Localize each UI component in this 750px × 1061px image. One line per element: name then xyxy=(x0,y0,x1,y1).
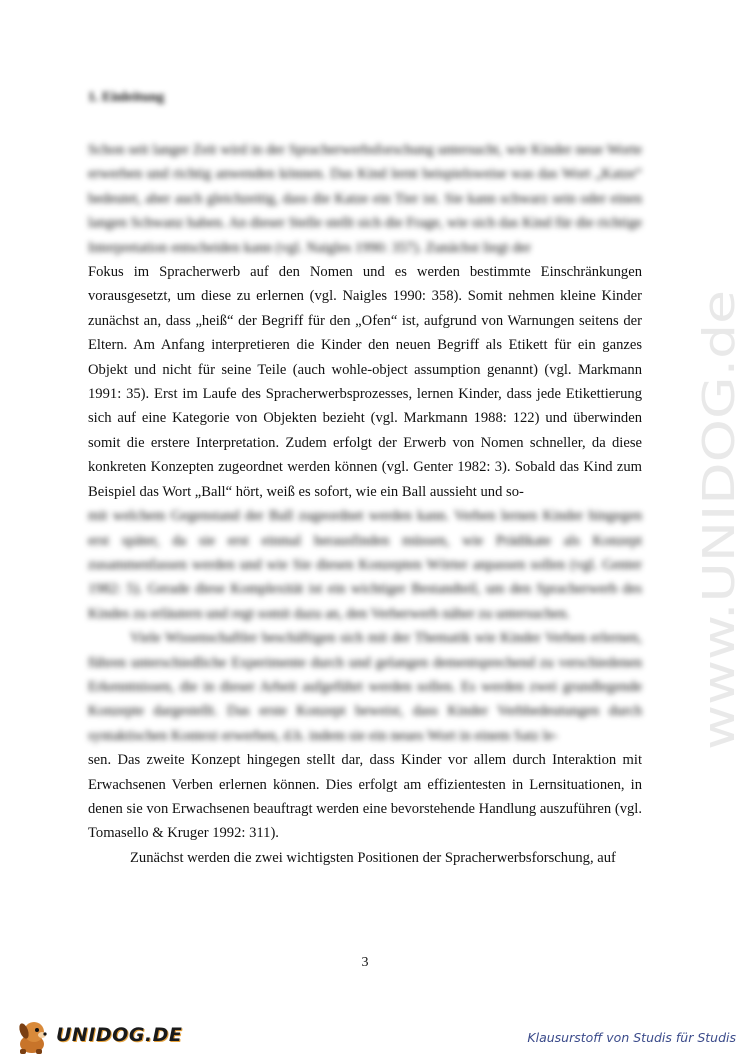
visible-paragraph-3: Zunächst werden die zwei wichtigsten Positionen der Spracherwerbsforschung, auf xyxy=(130,849,616,866)
footer-logo[interactable] xyxy=(10,1018,183,1056)
visible-paragraph-2: sen. Das zweite Konzept hingegen stellt dar, dass Kinder vor allem durch Interaktion mit Erwachsenen Verben erlernen können. Dies erfolgt am effizientesten in Lernsituationen, in denen sie von Erwachsenen beauftragt werden eine bevorstehende Handlung auszuführen (vgl. Tomasello & Kruger 1992: 311). xyxy=(88,752,642,842)
watermark xyxy=(694,280,746,760)
logo-text: UNIDOG.DE xyxy=(56,1024,183,1046)
page-number: 3 xyxy=(361,955,369,970)
footer-tagline: Klausurstoff von Studis für Studis xyxy=(527,1030,736,1045)
blurred-paragraph-mid: mit welchem Gegenstand der Ball zugeordnet werden kann. Verben lernen Kinder hingegen erst später, da sie erst einmal herausfinden müssen, wie Prädikate als Konzept zusammenfassen werden und wie Sie diesen Konzepten Wörter anpassen sollen (vgl. Genter 1982: 5). Gerade diese Komplexität ist ein wichtiger Bestandteil, um den Spracherwerb des Kindes zu erläutern und regt somit dazu an, den Verberwerb näher zu untersuchen. xyxy=(88,508,642,622)
blurred-paragraph-top: Schon seit langer Zeit wird in der Spracherwerbsforschung untersucht, wie Kinder neue Worte erwerben und richtig anwenden können. Das Kind lernt beispielsweise was das Wort „Katze“ bedeutet, aber auch gleichzeitig, dass die Katze ein Tier ist. Sie kann schwarz sein oder einen langen Schwanz haben. An dieser Stelle stellt sich die Frage, wie sich das Kind für die richtige Interpretation entscheiden kann (vgl. Naigles 1990: 357). Zunächst liegt der xyxy=(88,142,642,256)
blurred-paragraph-2: Viele Wissenschaftler beschäftigen sich mit der Thematik wie Kinder Verben erlernen, führen unterschiedliche Experimente durch und gelangen dementsprechend zu verschiedenen Erkenntnissen, die in dieser Arbeit aufgeführt werden sollen. Es werden zwei grundlegende Konzepte dargestellt. Das erste Konzept beweist, dass Kinder Verbbedeutungen durch syntaktischen Kontext erwerben, d.h. indem sie ein neues Wort in einem Satz le- xyxy=(88,630,642,744)
section-heading: 1. Einleitung xyxy=(88,90,165,105)
body-text xyxy=(88,138,642,870)
visible-paragraph-1: Fokus im Spracherwerb auf den Nomen und es werden bestimmte Einschränkungen vorausgesetzt, um diese zu erlernen (vgl. Naigles 1990: 358). Somit nehmen kleine Kinder zunächst an, dass „heiß“ der Begriff für den „Ofen“ ist, aufgrund von Warnungen seitens der Eltern. Am Anfang interpretieren die Kinder den neuen Begriff als Etikett für ein ganzes Objekt und nicht für seine Teile (auch wohle-object assumption genannt) (vgl. Markmann 1991: 35). Erst im Laufe des Spracherwerbsprozesses, lernen Kinder, dass jede Etikettierung sich auf eine Kategorie von Objekten bezieht (vgl. Markmann 1988: 122) und überwinden somit die erstere Interpretation. Zudem erfolgt der Erwerb von Nomen schneller, da diese konkreten Konzepten zugeordnet werden können (vgl. Genter 1982: 3). Sobald das Kind zum Beispiel das Wort „Ball“ hört, weiß es sofort, wie ein Ball aussieht und so- xyxy=(88,264,642,500)
watermark-svg xyxy=(694,280,746,760)
watermark-text: www.UNIDOG.de xyxy=(694,382,745,750)
dog-mascot-icon xyxy=(10,1018,54,1056)
